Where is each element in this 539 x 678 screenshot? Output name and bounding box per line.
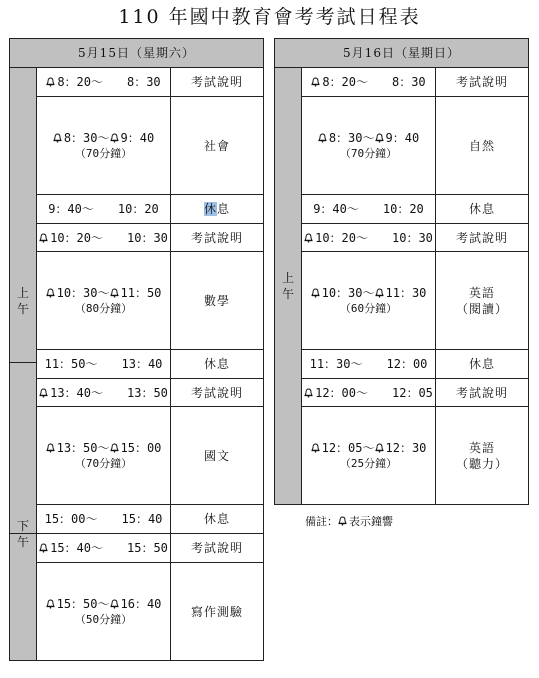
time-cell: 13：50～ 15：00 （70分鐘） xyxy=(37,407,171,505)
bell-icon xyxy=(110,443,119,453)
bell-icon xyxy=(110,288,119,298)
morning-label: 上 午 xyxy=(10,68,37,534)
bell-icon xyxy=(39,233,48,243)
afternoon-label: 下 午 xyxy=(10,534,37,661)
bell-icon xyxy=(375,288,384,298)
subject-cell: 數學 xyxy=(171,252,264,350)
bell-icon xyxy=(46,288,55,298)
bell-icon xyxy=(46,599,55,609)
bell-icon xyxy=(304,233,313,243)
subject-cell: 國文 xyxy=(171,407,264,505)
day1-header: 5月15日（星期六） xyxy=(10,39,264,68)
bell-icon xyxy=(46,443,55,453)
time-cell: 11：50～ 13：40 xyxy=(37,350,171,379)
time-cell: 9：40～ 10：20 xyxy=(37,195,171,224)
bell-icon xyxy=(318,133,327,143)
time-cell: 12：00～ 12：05 xyxy=(302,379,436,407)
time-cell: 11：30～ 12：00 xyxy=(302,350,436,379)
subject-cell: 考試說明 xyxy=(171,224,264,252)
time-cell: 15：40～ 15：50 xyxy=(37,534,171,563)
bell-icon xyxy=(311,443,320,453)
bell-icon xyxy=(110,133,119,143)
bell-icon xyxy=(304,388,313,398)
bell-icon xyxy=(110,599,119,609)
time-cell: 12：05～ 12：30 （25分鐘） xyxy=(302,407,436,505)
bell-icon xyxy=(338,516,347,526)
bell-icon xyxy=(375,443,384,453)
schedule-table-day2 xyxy=(274,38,529,505)
subject-cell: 休息 xyxy=(436,350,529,379)
page-title: 110 年國中教育會考考試日程表 xyxy=(118,6,421,28)
subject-cell: 英語 （閱讀） xyxy=(436,252,529,350)
subject-cell: 考試說明 xyxy=(436,68,529,97)
time-cell: 15：50～ 16：40 （50分鐘） xyxy=(37,563,171,661)
time-cell: 8：20～ 8：30 xyxy=(302,68,436,97)
subject-cell: 休息 xyxy=(171,195,264,224)
subject-cell: 考試說明 xyxy=(436,224,529,252)
schedule-table-day1 xyxy=(9,38,264,661)
time-cell: 9：40～ 10：20 xyxy=(302,195,436,224)
subject-cell: 寫作測驗 xyxy=(171,563,264,661)
time-cell: 15：00～ 15：40 xyxy=(37,505,171,534)
duration-label: （70分鐘） xyxy=(339,146,398,160)
bell-icon xyxy=(311,77,320,87)
duration-label: （70分鐘） xyxy=(74,456,133,470)
duration-label: （60分鐘） xyxy=(339,301,398,315)
duration-label: （25分鐘） xyxy=(339,456,398,470)
subject-cell: 英語 （聽力） xyxy=(436,407,529,505)
time-cell: 10：30～ 11：30 （60分鐘） xyxy=(302,252,436,350)
bell-icon xyxy=(311,288,320,298)
legend-note: 備註： 表示鐘響 xyxy=(305,515,393,528)
time-cell: 8：20～ 8：30 xyxy=(37,68,171,97)
subject-cell: 考試說明 xyxy=(171,534,264,563)
subject-cell: 考試說明 xyxy=(436,379,529,407)
time-cell: 8：30～ 9：40 （70分鐘） xyxy=(37,97,171,195)
subject-cell: 休息 xyxy=(436,195,529,224)
bell-icon xyxy=(39,388,48,398)
time-cell: 10：20～ 10：30 xyxy=(302,224,436,252)
morning-label: 上 午 xyxy=(275,68,302,505)
subject-cell: 自然 xyxy=(436,97,529,195)
bell-icon xyxy=(375,133,384,143)
duration-label: （80分鐘） xyxy=(74,301,133,315)
subject-cell: 考試說明 xyxy=(171,68,264,97)
time-cell: 8：30～ 9：40 （70分鐘） xyxy=(302,97,436,195)
subject-cell: 休息 xyxy=(171,505,264,534)
bell-icon xyxy=(39,543,48,553)
highlighted-text: 休 xyxy=(203,202,217,216)
time-cell: 10：20～ 10：30 xyxy=(37,224,171,252)
morning-afternoon-divider xyxy=(10,362,36,363)
subject-cell: 社會 xyxy=(171,97,264,195)
duration-label: （70分鐘） xyxy=(74,146,133,160)
duration-label: （50分鐘） xyxy=(74,612,133,626)
subject-cell: 休息 xyxy=(171,350,264,379)
time-cell: 13：40～ 13：50 xyxy=(37,379,171,407)
day2-header: 5月16日（星期日） xyxy=(275,39,529,68)
time-cell: 10：30～ 11：50 （80分鐘） xyxy=(37,252,171,350)
subject-cell: 考試說明 xyxy=(171,379,264,407)
bell-icon xyxy=(46,77,55,87)
bell-icon xyxy=(53,133,62,143)
